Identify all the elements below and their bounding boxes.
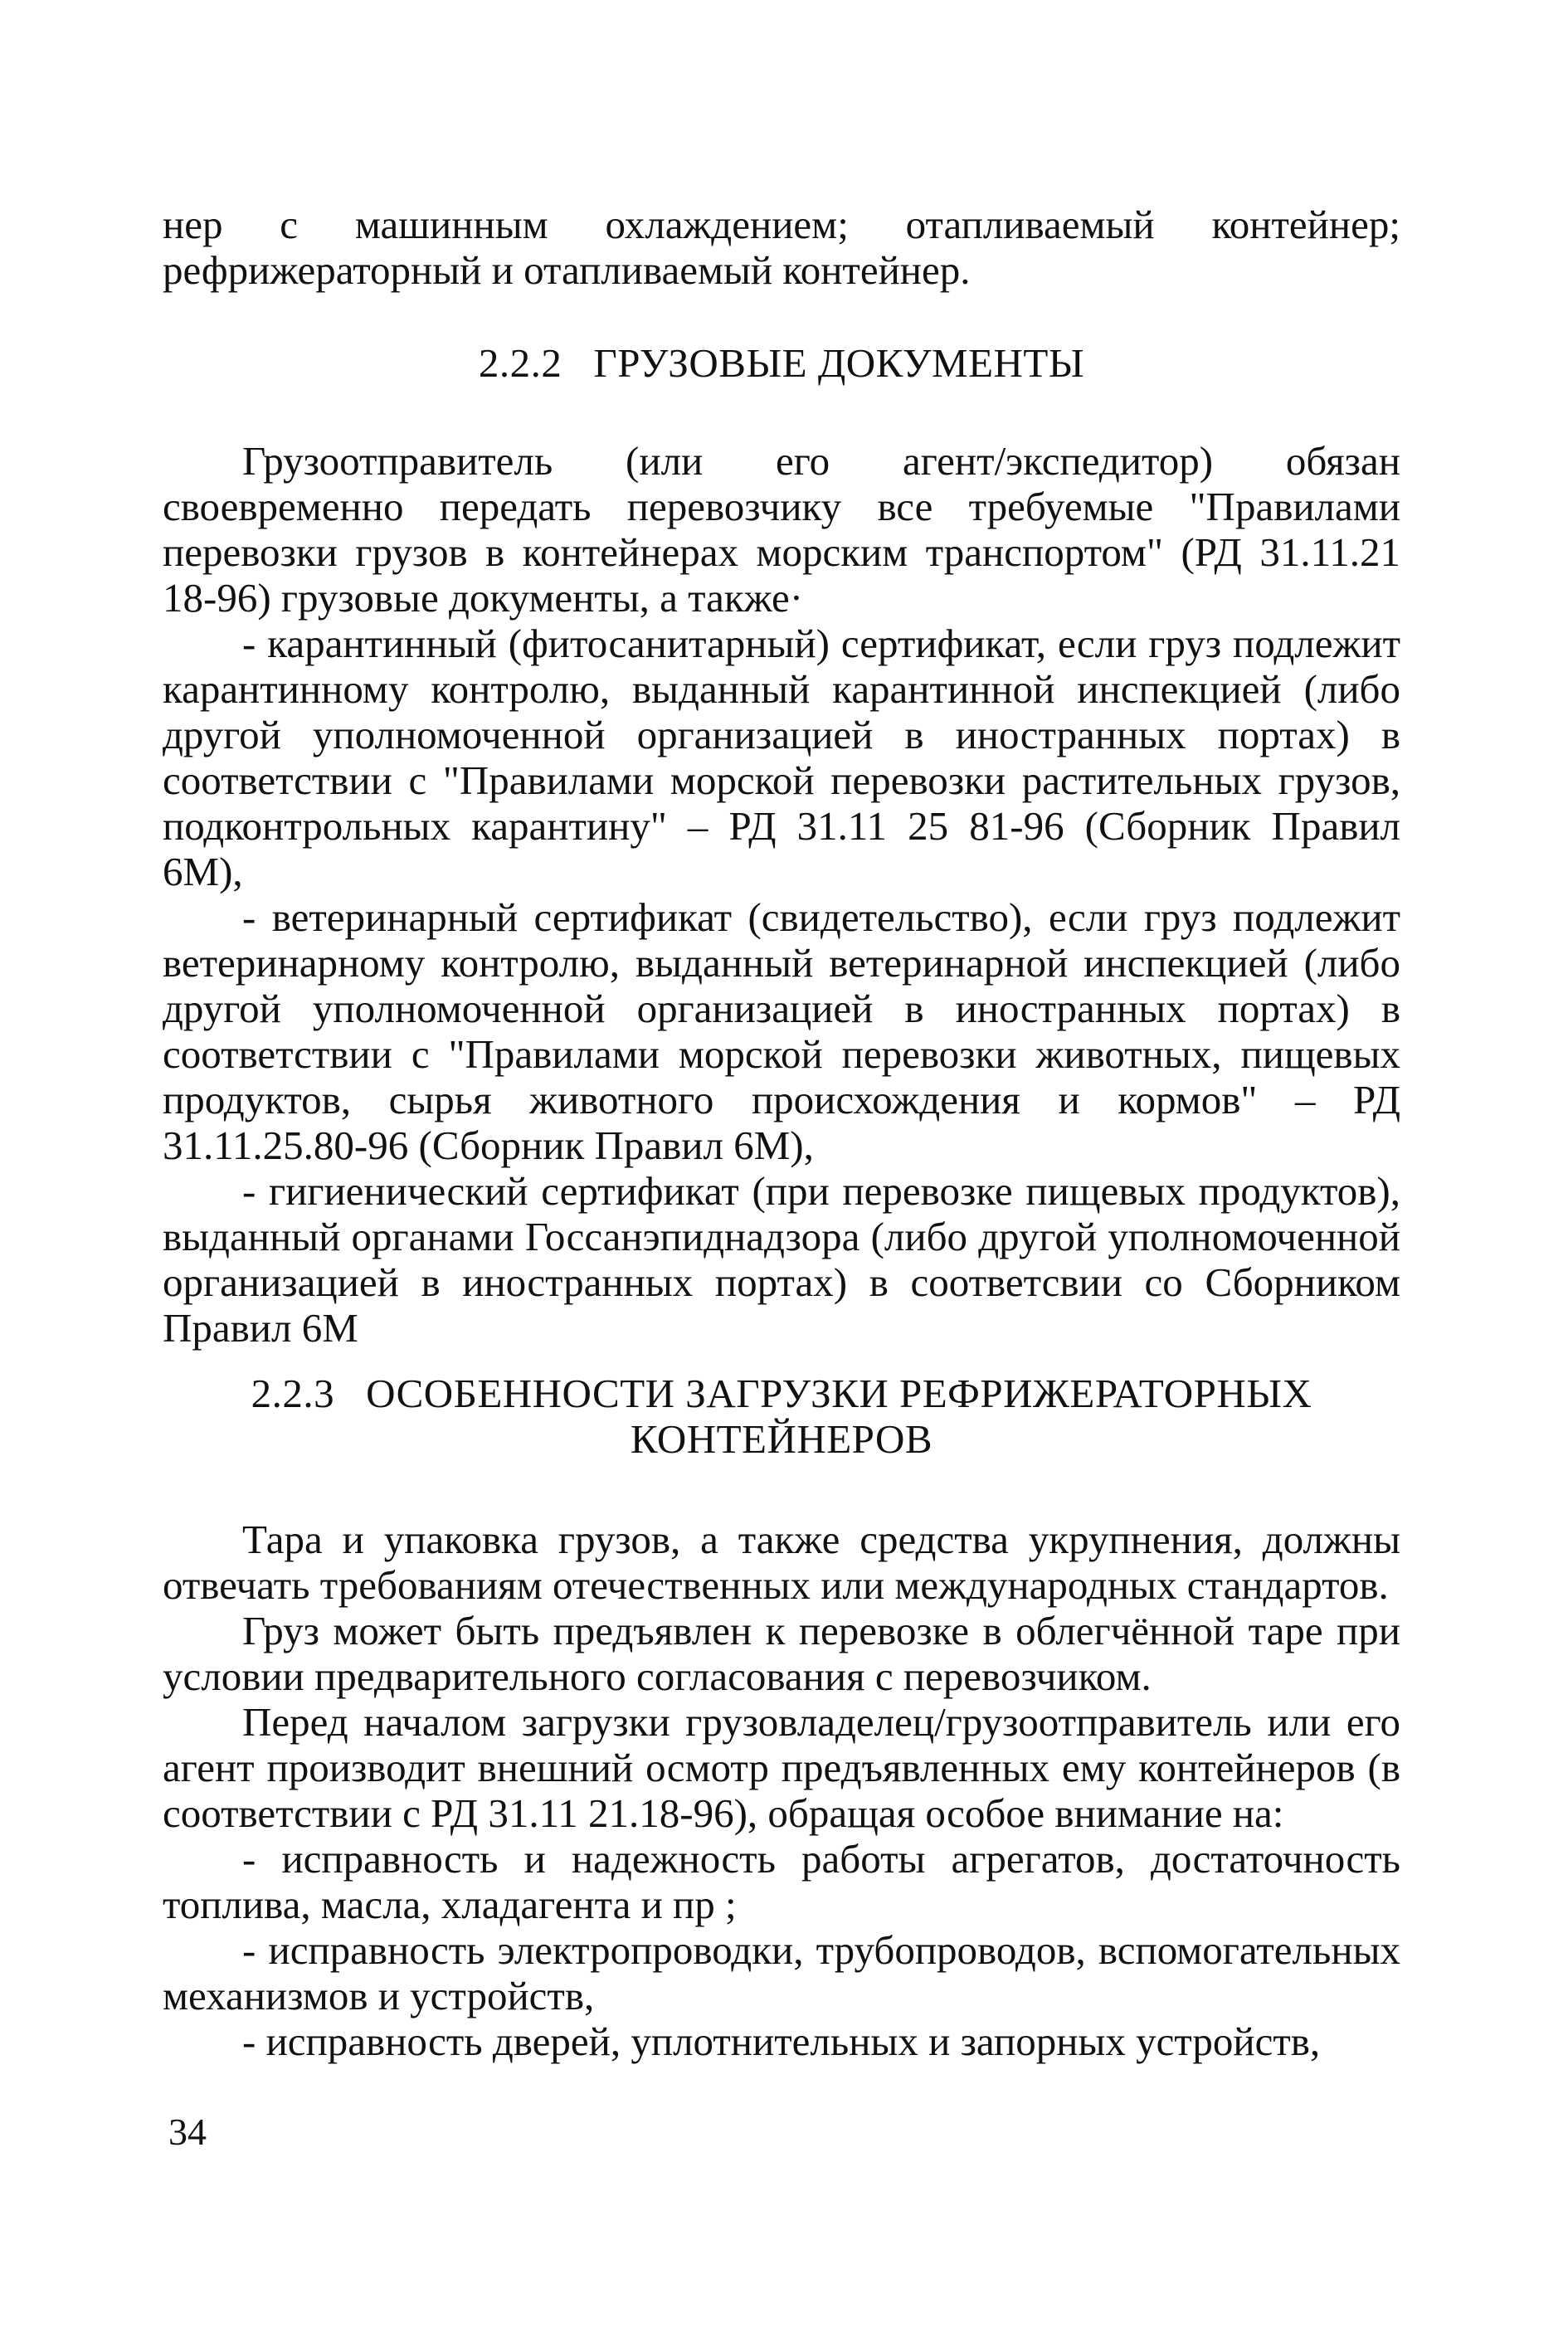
section-223-item-units: - исправность и надежность работы агрегатов, достаточность топлива, масла, хладагента и пр ;: [163, 1836, 1400, 1927]
section-222-item-veterinary: - ветеринарный сертификат (свидетельство), если груз подлежит ветеринарному контролю, выданный ветеринарной инспекцией (либо другой уполномоченной организацией в иностранных портах) в соответствии с "Правилами морской перевозки животных, пищевых продуктов, сырья животного происхождения и кормов" – РД 31.11.25.80-96 (Сборник Правил 6М),: [163, 894, 1400, 1168]
section-223-heading: [163, 1371, 1400, 1462]
section-223-item-wiring: - исправность электропроводки, трубопроводов, вспомогательных механизмов и устройств,: [163, 1927, 1400, 2018]
section-222-number: 2.2.2: [478, 340, 562, 386]
page-number: 34: [168, 2111, 207, 2153]
section-222-intro: Грузоотправитель (или его агент/экспедитор) обязан своевременно передать перевозчику все требуемые "Правилами перевозки грузов в контейнерах морским транспортом" (РД 31.11.21 18-96) грузовые документы, а также·: [163, 438, 1400, 621]
section-222-heading: [163, 340, 1400, 386]
top-paragraph: нер с машинным охлаждением; отапливаемый контейнер; рефрижераторный и отапливаемый контейнер.: [163, 202, 1400, 293]
section-223-paragraph-packaging: Тара и упаковка грузов, а также средства укрупнения, должны отвечать требованиям отечественных или международных стандартов.: [163, 1517, 1400, 1608]
top-paragraph-block: [163, 202, 1400, 293]
section-223-paragraph-inspection: Перед началом загрузки грузовладелец/грузоотправитель или его агент производит внешний осмотр предъявленных ему контейнеров (в соответствии с РД 31.11 21.18-96), обращая особое внимание на:: [163, 1699, 1400, 1836]
section-222-body: [163, 438, 1400, 1351]
section-222-item-hygienic: - гигиенический сертификат (при перевозке пищевых продуктов), выданный органами Госсанэпиднадзора (либо другой уполномоченной организацией в иностранных портах) в соответсвии со Сборником Правил 6М: [163, 1168, 1400, 1351]
section-223-number: 2.2.3: [251, 1371, 335, 1416]
section-223-title-line2: КОНТЕЙНЕРОВ: [630, 1416, 933, 1462]
section-222-title: ГРУЗОВЫЕ ДОКУМЕНТЫ: [593, 340, 1085, 386]
section-223-item-doors: - исправность дверей, уплотнительных и запорных устройств,: [242, 2018, 1321, 2064]
section-223-paragraph-light-tare: Груз может быть предъявлен к перевозке в облегчённой таре при условии предварительного согласования с перевозчиком.: [163, 1608, 1400, 1699]
section-223-body: [163, 1517, 1400, 2064]
section-223-title-line1: ОСОБЕННОСТИ ЗАГРУЗКИ РЕФРИЖЕРАТОРНЫХ: [366, 1371, 1312, 1416]
section-222-item-quarantine: - карантинный (фитосанитарный) сертификат, если груз подлежит карантинному контролю, выданный карантинной инспекцией (либо другой уполномоченной организацией в иностранных портах) в соответствии с "Правилами морской перевозки растительных грузов, подконтрольных карантину" – РД 31.11 25 81-96 (Сборник Правил 6М),: [163, 621, 1400, 894]
